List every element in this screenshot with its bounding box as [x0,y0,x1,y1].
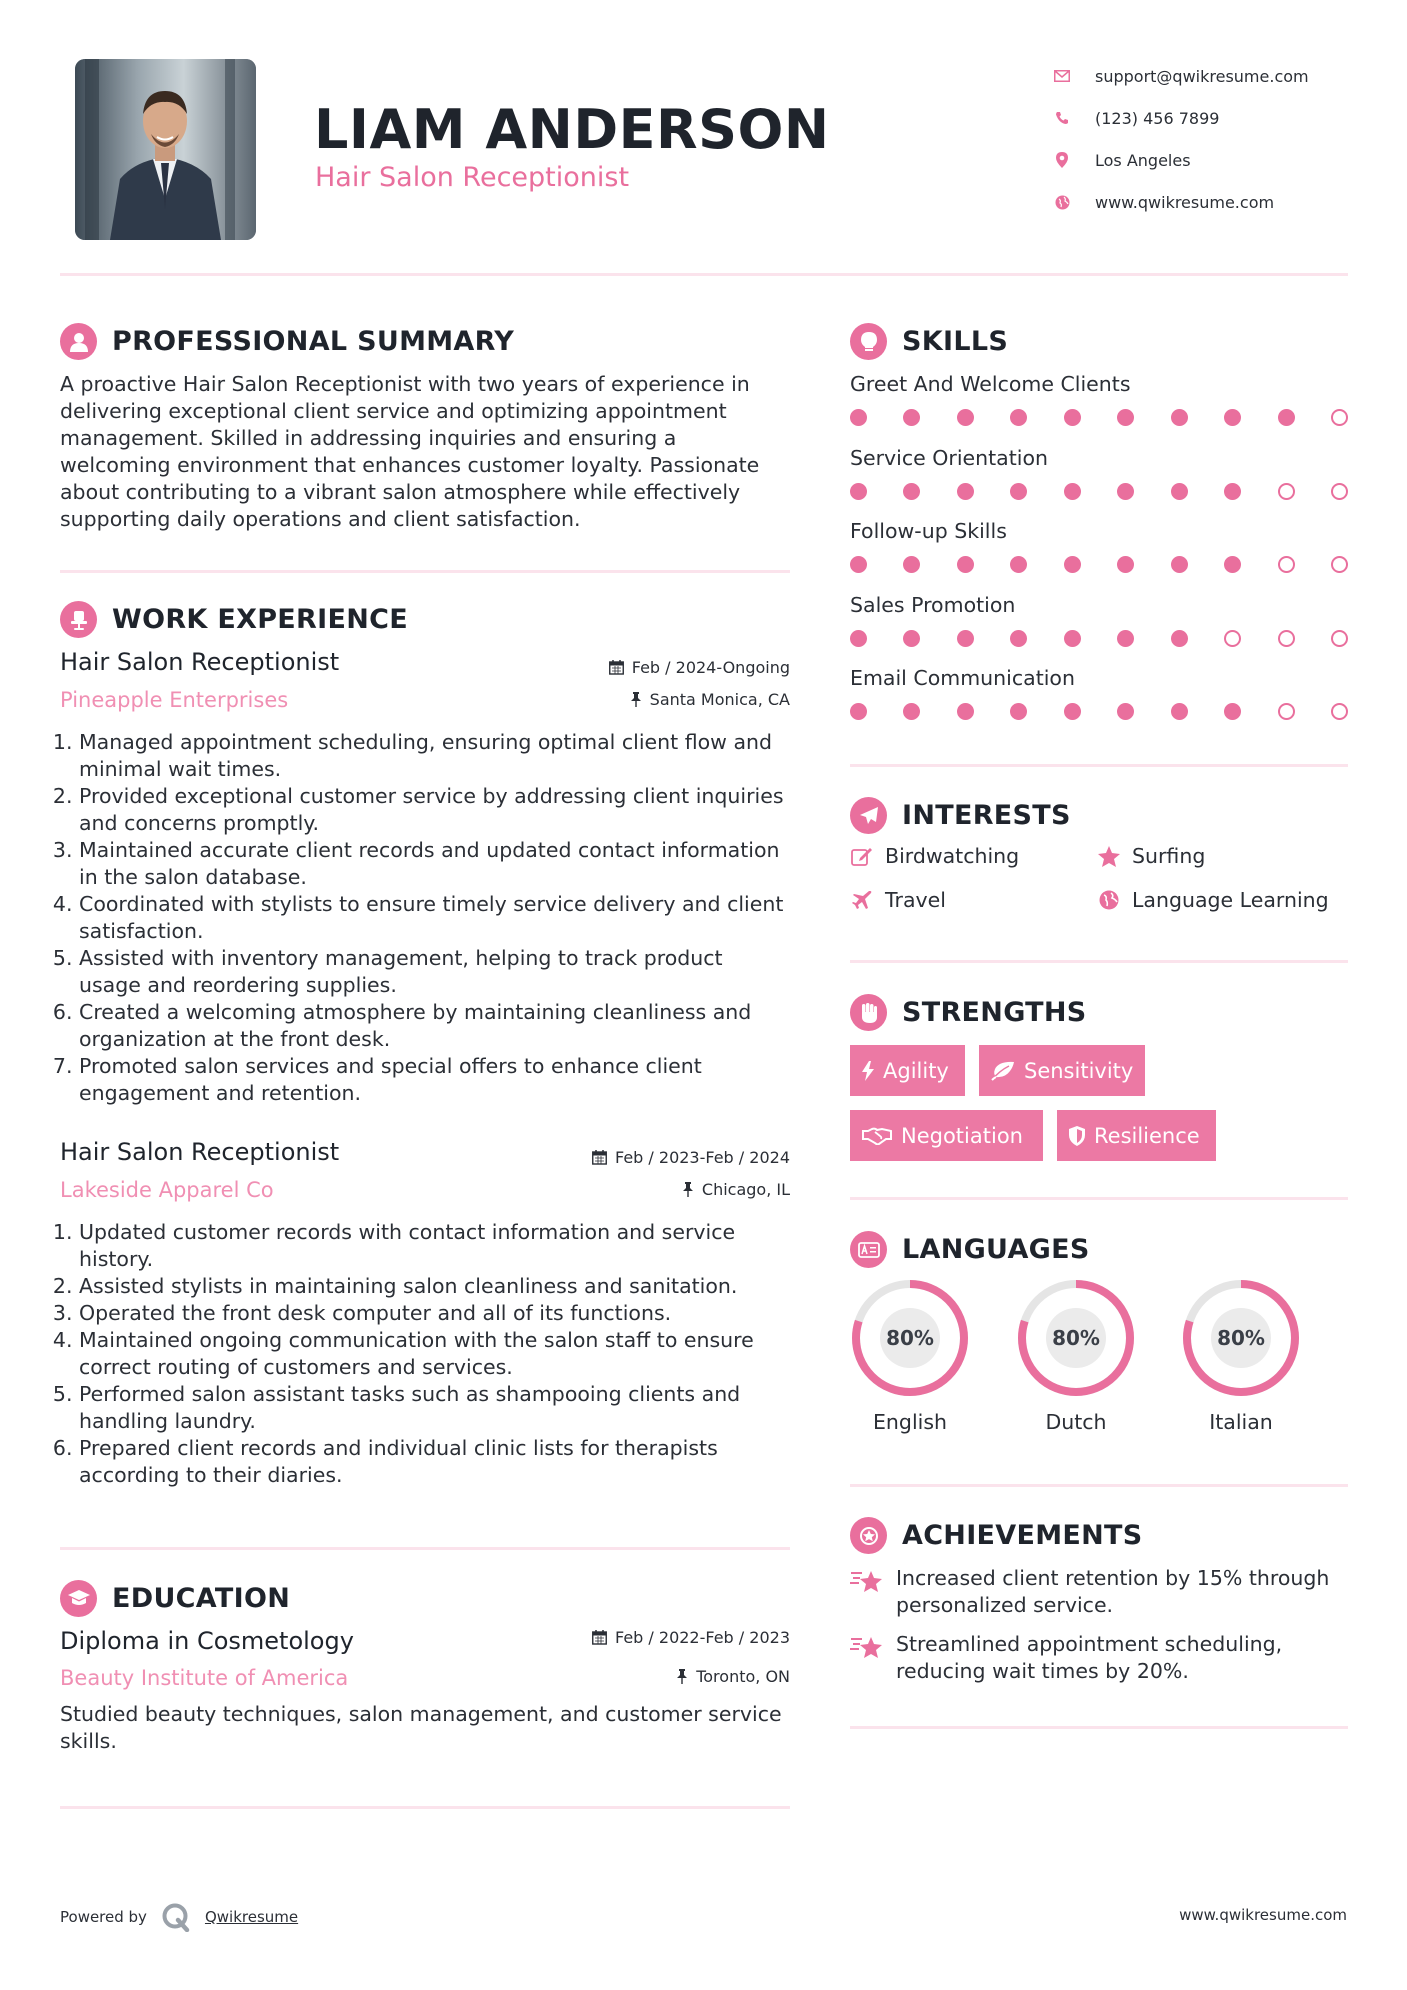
summary-text: A proactive Hair Salon Receptionist with two years of experience in delivering exceptional client service and optimizing appointment management. Skilled in addressing inquiries and ensuring a welcoming environment that enhances customer loyalty. Passionate about contributing to a vibrant salon atmosphere while effectively supporting daily operations and client satisfaction. [60,372,760,531]
job-1-bullet: 1. Managed appointment scheduling, ensuring optimal client flow and minimal wait times. [79,729,790,783]
education-school: Beauty Institute of America [60,1666,349,1690]
achievement-text: Streamlined appointment scheduling, reducing wait times by 20%. [896,1632,1283,1683]
skill-rating [850,409,1348,426]
contact-location [1052,139,1382,181]
language-item [1016,1278,1136,1434]
globe-icon [1097,888,1121,912]
rating-dot-empty [1278,556,1295,573]
rating-dot-filled [903,703,920,720]
rating-dot-filled [1117,556,1134,573]
achievements-divider [850,1726,1348,1729]
contact-phone[interactable] [1052,97,1382,139]
rating-dot-filled [1064,483,1081,500]
interest-item [850,888,946,912]
skill-row [850,519,1348,593]
header-divider [60,273,1348,276]
language-percent: 80% [880,1308,940,1368]
shooting-star-icon [850,1631,886,1661]
summary-divider [60,570,790,573]
language-name: Dutch [1045,1410,1107,1434]
experience-divider [60,1547,790,1550]
rating-dot-filled [1010,483,1027,500]
rating-dot-filled [957,409,974,426]
rating-dot-filled [850,483,867,500]
envelope-icon [1052,66,1072,86]
education-dates-text: Feb / 2022-Feb / 2023 [615,1628,790,1647]
contact-location-text: Los Angeles [1095,150,1191,170]
pushpin-icon [630,692,642,707]
interest-label: Birdwatching [885,844,1020,868]
rating-dot-filled [1010,630,1027,647]
rating-dot-filled [850,703,867,720]
job-2-bullet: 5. Performed salon assistant tasks such as shampooing clients and handling laundry. [79,1381,790,1435]
rating-dot-filled [1010,703,1027,720]
profile-photo [75,59,256,240]
education-location-text: Toronto, ON [696,1667,790,1686]
plane-icon [850,888,874,912]
job-1-dates-text: Feb / 2024-Ongoing [631,658,790,677]
fist-icon [850,994,887,1031]
rating-dot-filled [850,630,867,647]
job-1-title: Hair Salon Receptionist [60,648,340,676]
user-icon [60,323,97,360]
rating-dot-empty [1331,556,1348,573]
rating-dot-filled [1171,703,1188,720]
language-progress-ring [850,1278,970,1398]
rating-dot-filled [1171,630,1188,647]
job-1-bullets [60,729,790,1107]
language-percent: 80% [1211,1308,1271,1368]
briefcase-chair-icon [60,601,97,638]
rating-dot-empty [1278,483,1295,500]
contact-email-text: support@qwikresume.com [1095,66,1309,86]
rating-dot-filled [957,630,974,647]
achievement-text: Increased client retention by 15% through personalized service. [896,1566,1330,1617]
rating-dot-filled [1171,483,1188,500]
shooting-star-icon [850,1565,886,1595]
education-divider [60,1806,790,1809]
achievement-item [850,1631,1348,1685]
rating-dot-filled [1117,703,1134,720]
interest-item [850,844,1019,868]
rating-dot-empty [1331,483,1348,500]
skill-name: Service Orientation [850,445,1049,470]
rating-dot-filled [1010,556,1027,573]
calendar-icon [609,660,624,675]
job-2-bullet: 6. Prepared client records and individual clinic lists for therapists according to their diaries. [79,1435,790,1489]
job-2-title: Hair Salon Receptionist [60,1138,340,1166]
rating-dot-filled [1064,703,1081,720]
language-item [1181,1278,1301,1434]
summary-heading [60,323,514,360]
candidate-title: Hair Salon Receptionist [315,162,630,193]
rating-dot-filled [1064,409,1081,426]
rating-dot-empty [1331,409,1348,426]
rating-dot-filled [1224,409,1241,426]
rating-dot-filled [1171,556,1188,573]
rating-dot-filled [1010,409,1027,426]
rating-dot-empty [1278,630,1295,647]
rating-dot-empty [1331,703,1348,720]
interests-heading [850,797,1071,834]
rating-dot-filled [850,556,867,573]
qwikresume-link[interactable]: Qwikresume [204,1908,299,1926]
experience-title: WORK EXPERIENCE [112,604,408,635]
language-name: Italian [1209,1410,1273,1434]
paper-plane-icon [850,797,887,834]
rating-dot-filled [903,630,920,647]
skills-heading [850,323,1008,360]
skill-row [850,593,1348,667]
education-degree: Diploma in Cosmetology [60,1627,354,1655]
graduation-cap-icon [60,1580,97,1617]
job-1-bullet: 5. Assisted with inventory management, helping to track product usage and reordering supplies. [79,945,790,999]
experience-heading [60,601,408,638]
language-percent: 80% [1046,1308,1106,1368]
rating-dot-filled [903,409,920,426]
languages-divider [850,1484,1348,1487]
skills-list [850,372,1348,740]
education-dates [500,1628,790,1647]
edit-icon [850,844,874,868]
job-2-bullets [60,1219,790,1489]
job-2-bullet: 3. Operated the front desk computer and all of its functions. [79,1300,790,1327]
job-1-bullet: 7. Promoted salon services and special offers to enhance client engagement and retention. [79,1053,790,1107]
education-heading [60,1580,290,1617]
shield-icon [1069,1126,1085,1146]
job-2-bullet: 4. Maintained ongoing communication with the salon staff to ensure correct routing of customers and services. [79,1327,790,1381]
language-item [850,1278,970,1434]
skill-row [850,666,1348,740]
language-icon [850,1231,887,1268]
pushpin-icon [682,1182,694,1197]
rating-dot-filled [1117,409,1134,426]
job-1-dates [500,658,790,677]
powered-by-label: Powered by [60,1908,147,1926]
skill-rating [850,703,1348,720]
languages-heading [850,1231,1090,1268]
interest-item [1097,888,1329,912]
achievement-item [850,1565,1348,1619]
globe-icon [1052,192,1072,212]
contact-list [1052,55,1382,223]
language-progress-ring [1181,1278,1301,1398]
job-1-location [500,690,790,709]
rating-dot-filled [1117,483,1134,500]
rating-dot-filled [1064,630,1081,647]
rating-dot-filled [1117,630,1134,647]
rating-dot-filled [957,556,974,573]
job-1-bullet: 4. Coordinated with stylists to ensure timely service delivery and client satisfaction. [79,891,790,945]
footer-powered-by [60,1902,298,1932]
achievements-title: ACHIEVEMENTS [902,1520,1143,1551]
education-title: EDUCATION [112,1583,291,1614]
skill-name: Email Communication [850,666,1075,690]
rating-dot-empty [1278,703,1295,720]
rating-dot-filled [957,703,974,720]
skill-name: Sales Promotion [850,592,1016,617]
strength-label: Negotiation [901,1123,1023,1148]
education-location [500,1667,790,1686]
strength-label: Agility [883,1058,949,1083]
strength-tag [850,1110,1043,1161]
job-1-company: Pineapple Enterprises [60,688,289,712]
skill-rating [850,556,1348,573]
badge-star-icon [850,1517,887,1554]
job-2-dates-text: Feb / 2023-Feb / 2024 [615,1148,790,1167]
skill-name: Greet And Welcome Clients [850,372,1131,396]
rating-dot-filled [903,483,920,500]
job-2-dates [500,1148,790,1167]
calendar-icon [592,1630,607,1645]
strength-tag [1057,1110,1216,1161]
star-icon [1097,844,1121,868]
rating-dot-filled [957,483,974,500]
job-2-location [500,1180,790,1199]
rating-dot-empty [1331,630,1348,647]
footer-website[interactable]: www.qwikresume.com [1179,1906,1347,1924]
strength-label: Resilience [1094,1123,1200,1148]
job-2-bullet: 1. Updated customer records with contact information and service history. [79,1219,790,1273]
language-name: English [872,1410,948,1434]
lightbulb-icon [850,323,887,360]
education-description: Studied beauty techniques, salon management, and customer service skills. [60,1702,782,1753]
languages-title: LANGUAGES [902,1234,1090,1265]
job-1-bullet: 2. Provided exceptional customer service by addressing client inquiries and concerns promptly. [79,783,790,837]
strength-tag [850,1045,965,1096]
calendar-icon [592,1150,607,1165]
rating-dot-filled [1224,703,1241,720]
map-pin-icon [1052,150,1072,170]
job-1-bullet: 6. Created a welcoming atmosphere by maintaining cleanliness and organization at the front desk. [79,999,790,1053]
strength-tag [979,1045,1145,1096]
strengths-title: STRENGTHS [902,997,1087,1028]
interest-label: Surfing [1132,844,1206,868]
rating-dot-filled [903,556,920,573]
skill-rating [850,630,1348,647]
contact-website[interactable] [1052,181,1382,223]
skill-name: Follow-up Skills [850,519,1007,543]
achievements-heading [850,1517,1143,1554]
contact-phone-text: (123) 456 7899 [1095,108,1220,128]
skills-title: SKILLS [902,326,1009,357]
rating-dot-filled [1224,483,1241,500]
rating-dot-filled [1171,409,1188,426]
rating-dot-filled [1064,556,1081,573]
skill-rating [850,483,1348,500]
skill-row [850,446,1348,520]
job-2-company: Lakeside Apparel Co [60,1178,274,1202]
strengths-divider [850,1197,1348,1200]
rating-dot-empty [1224,630,1241,647]
language-progress-ring [1016,1278,1136,1398]
summary-title: PROFESSIONAL SUMMARY [112,326,515,357]
strength-label: Sensitivity [1024,1058,1134,1083]
pushpin-icon [676,1669,688,1684]
leaf-icon [991,1061,1015,1081]
skills-divider [850,764,1348,767]
candidate-name: LIAM ANDERSON [314,98,830,161]
interests-divider [850,960,1348,963]
skill-row [850,372,1348,446]
job-1-location-text: Santa Monica, CA [649,690,790,709]
phone-icon [1052,108,1072,128]
rating-dot-filled [1278,409,1295,426]
contact-website-text: www.qwikresume.com [1095,192,1275,212]
job-1-bullet: 3. Maintained accurate client records and updated contact information in the salon database. [79,837,790,891]
job-2-location-text: Chicago, IL [701,1180,790,1199]
strengths-heading [850,994,1087,1031]
job-2-bullet: 2. Assisted stylists in maintaining salon cleanliness and sanitation. [79,1273,790,1300]
qwikresume-logo-icon [161,1902,191,1932]
contact-email[interactable] [1052,55,1382,97]
rating-dot-filled [1224,556,1241,573]
interests-title: INTERESTS [902,800,1071,831]
interest-label: Travel [885,888,946,912]
interest-item [1097,844,1205,868]
handshake-icon [862,1127,892,1145]
interest-label: Language Learning [1132,888,1329,912]
bolt-icon [862,1061,874,1081]
rating-dot-filled [850,409,867,426]
